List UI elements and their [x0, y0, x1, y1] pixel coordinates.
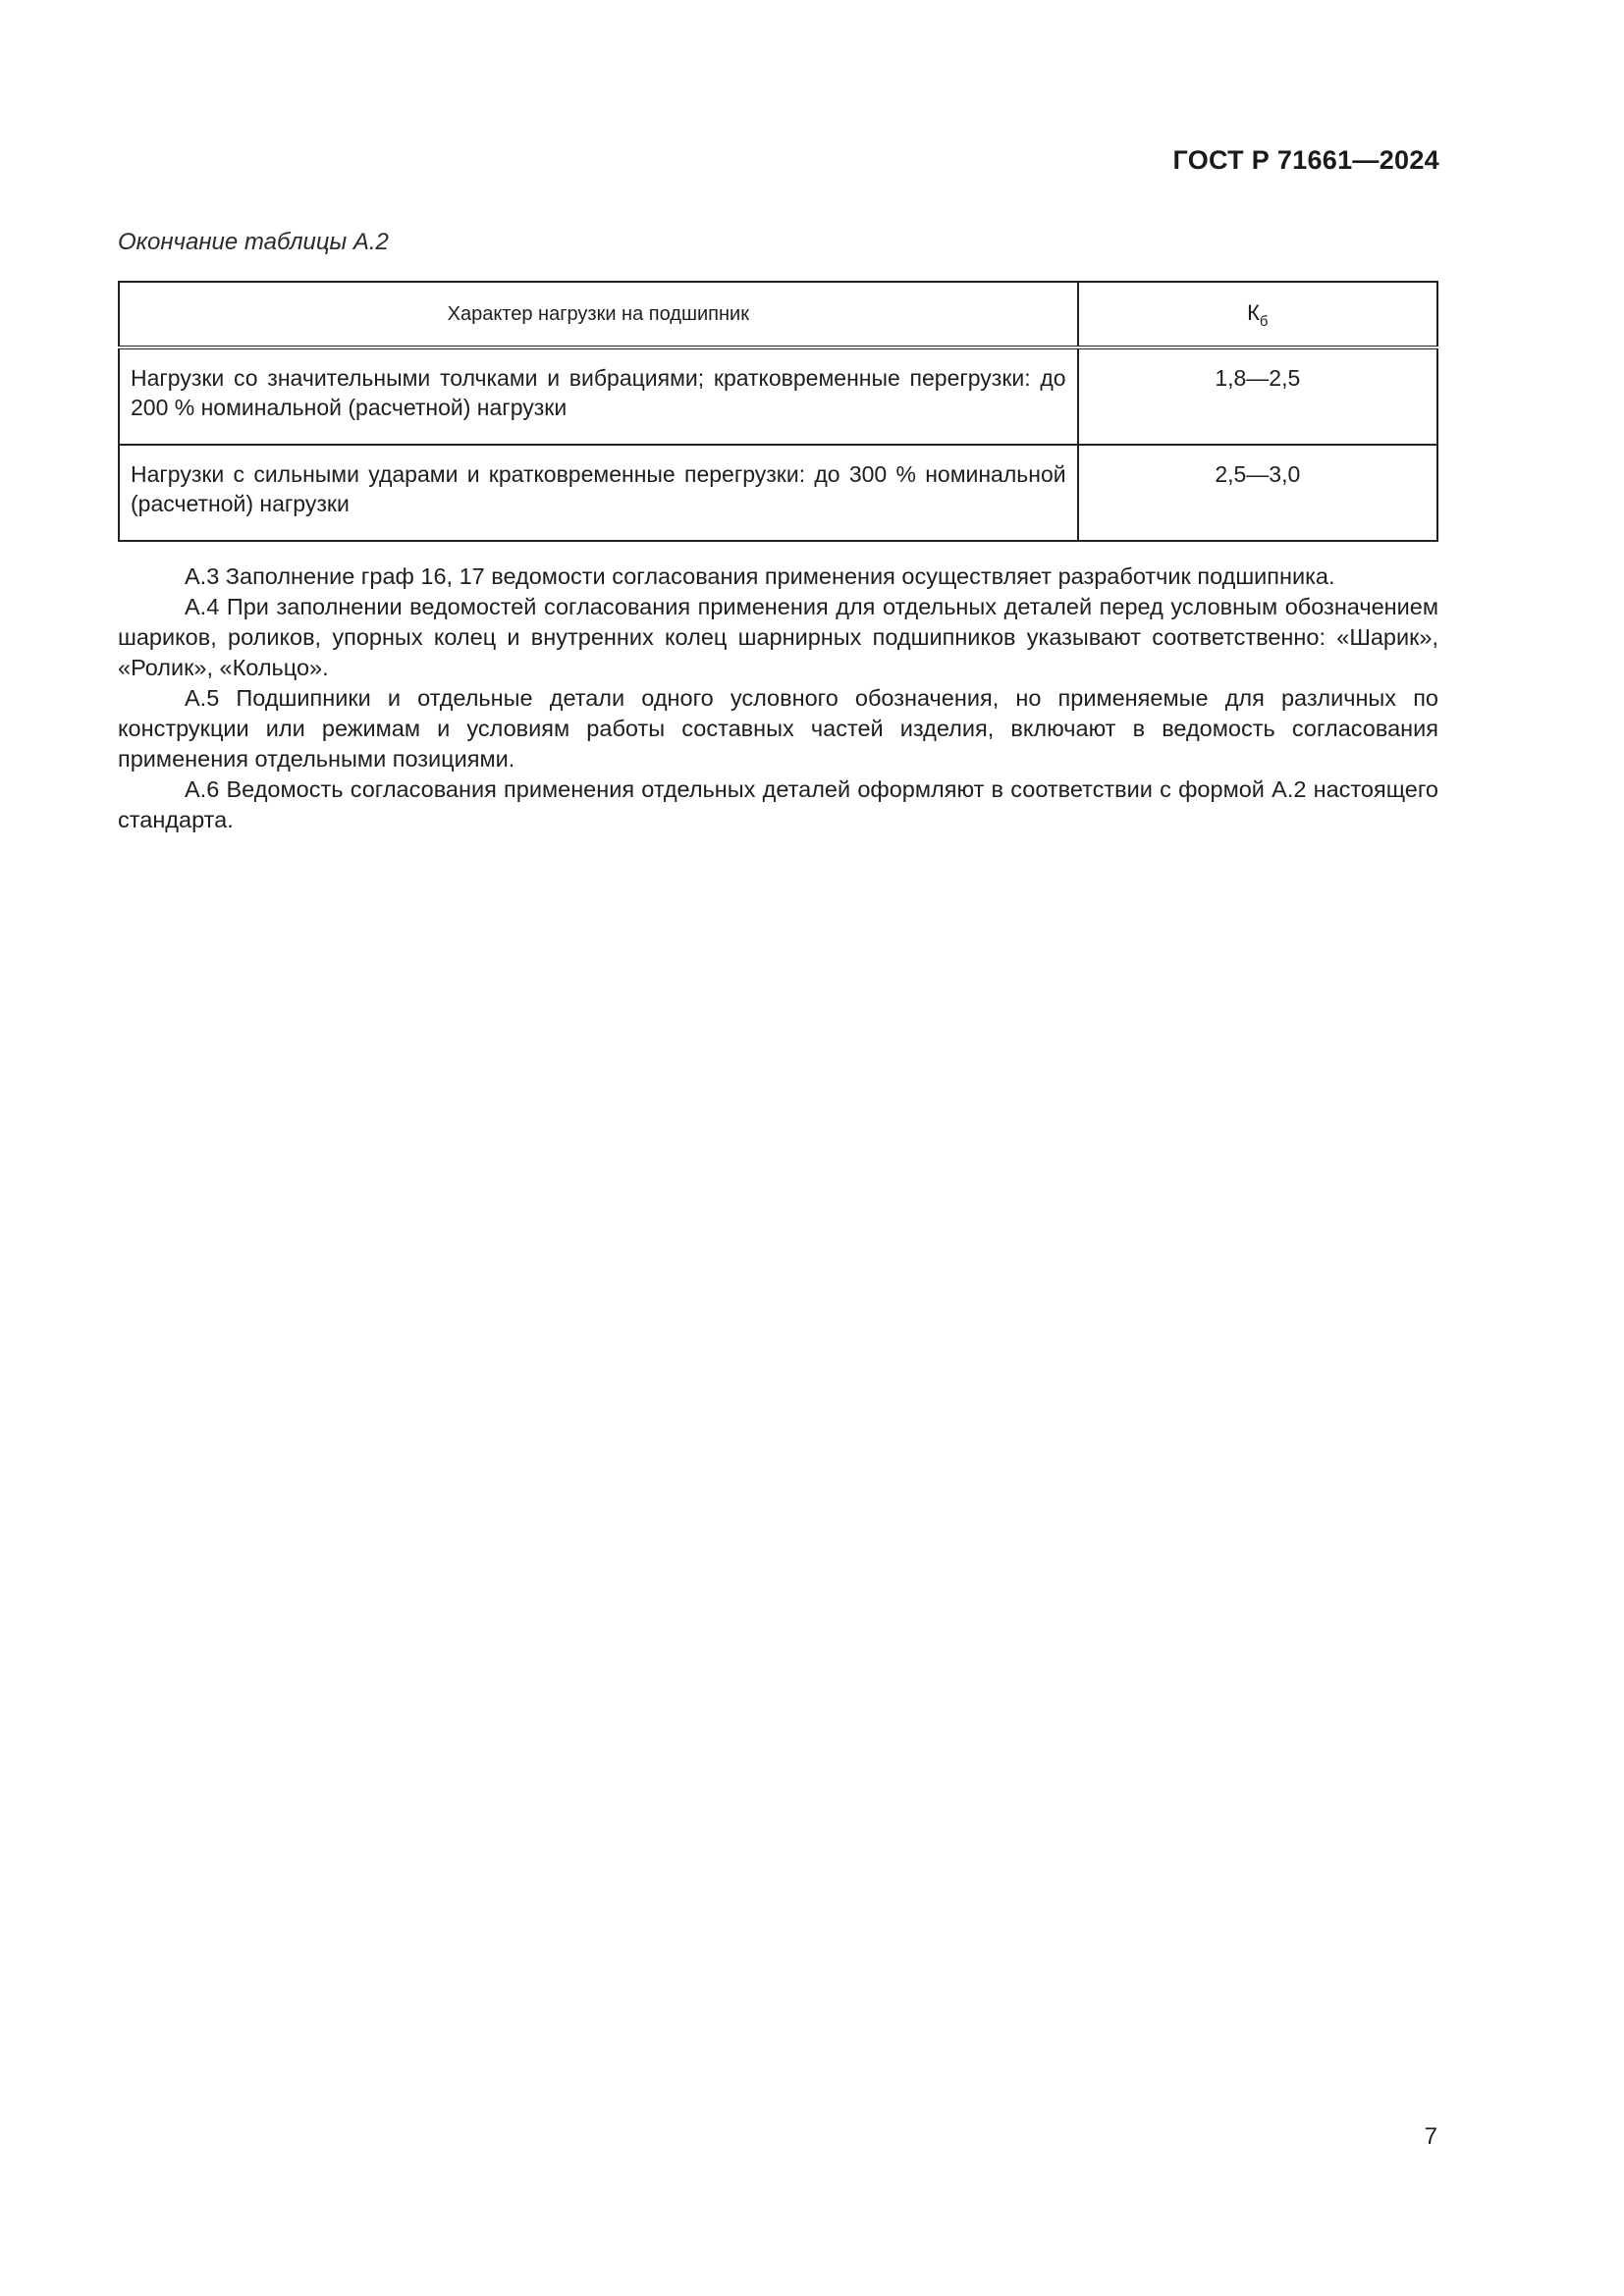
k-factor-cell: 2,5—3,0 [1078, 445, 1437, 541]
body-text [118, 561, 1438, 835]
paragraph-a4: А.4 При заполнении ведомостей согласования применения для отдельных деталей перед условным обозначением шариков, роликов, упорных колец и внутренних колец шарнирных подшипников указывают соответственно: «Шарик», «Ролик», «Кольцо». [118, 594, 1438, 680]
k-factor-cell: 1,8—2,5 [1078, 347, 1437, 445]
page-number: 7 [1424, 2123, 1437, 2150]
k-factor-symbol: К [1247, 299, 1260, 325]
table-row [119, 445, 1437, 541]
load-factor-table [118, 281, 1438, 542]
table-row [119, 347, 1437, 445]
document-header-code: ГОСТ Р 71661—2024 [1172, 145, 1439, 175]
table-caption: Окончание таблицы А.2 [118, 229, 389, 255]
load-character-cell: Нагрузки со значительными толчками и вибрациями; кратковременные перегрузки: до 200 % номинальной (расчетной) нагрузки [119, 347, 1078, 445]
paragraph-a6: А.6 Ведомость согласования применения отдельных деталей оформляют в соответствии с формой А.2 настоящего стандарта. [118, 776, 1438, 832]
load-character-cell: Нагрузки с сильными ударами и кратковременные перегрузки: до 300 % номинальной (расчетной) нагрузки [119, 445, 1078, 541]
table-header [119, 282, 1437, 347]
table-header-row [119, 282, 1437, 347]
paragraph-a5: А.5 Подшипники и отдельные детали одного условного обозначения, но применяемые для различных по конструкции или режимам и условиям работы составных частей изделия, включают в ведомость согласования применения отдельными позициями. [118, 685, 1438, 772]
column-header-k-factor [1078, 282, 1437, 347]
paragraph-a3: А.3 Заполнение граф 16, 17 ведомости согласования применения осуществляет разработчик подшипника. [185, 563, 1335, 589]
k-factor-subscript: б [1259, 312, 1269, 330]
column-header-load-character: Характер нагрузки на подшипник [119, 282, 1078, 347]
